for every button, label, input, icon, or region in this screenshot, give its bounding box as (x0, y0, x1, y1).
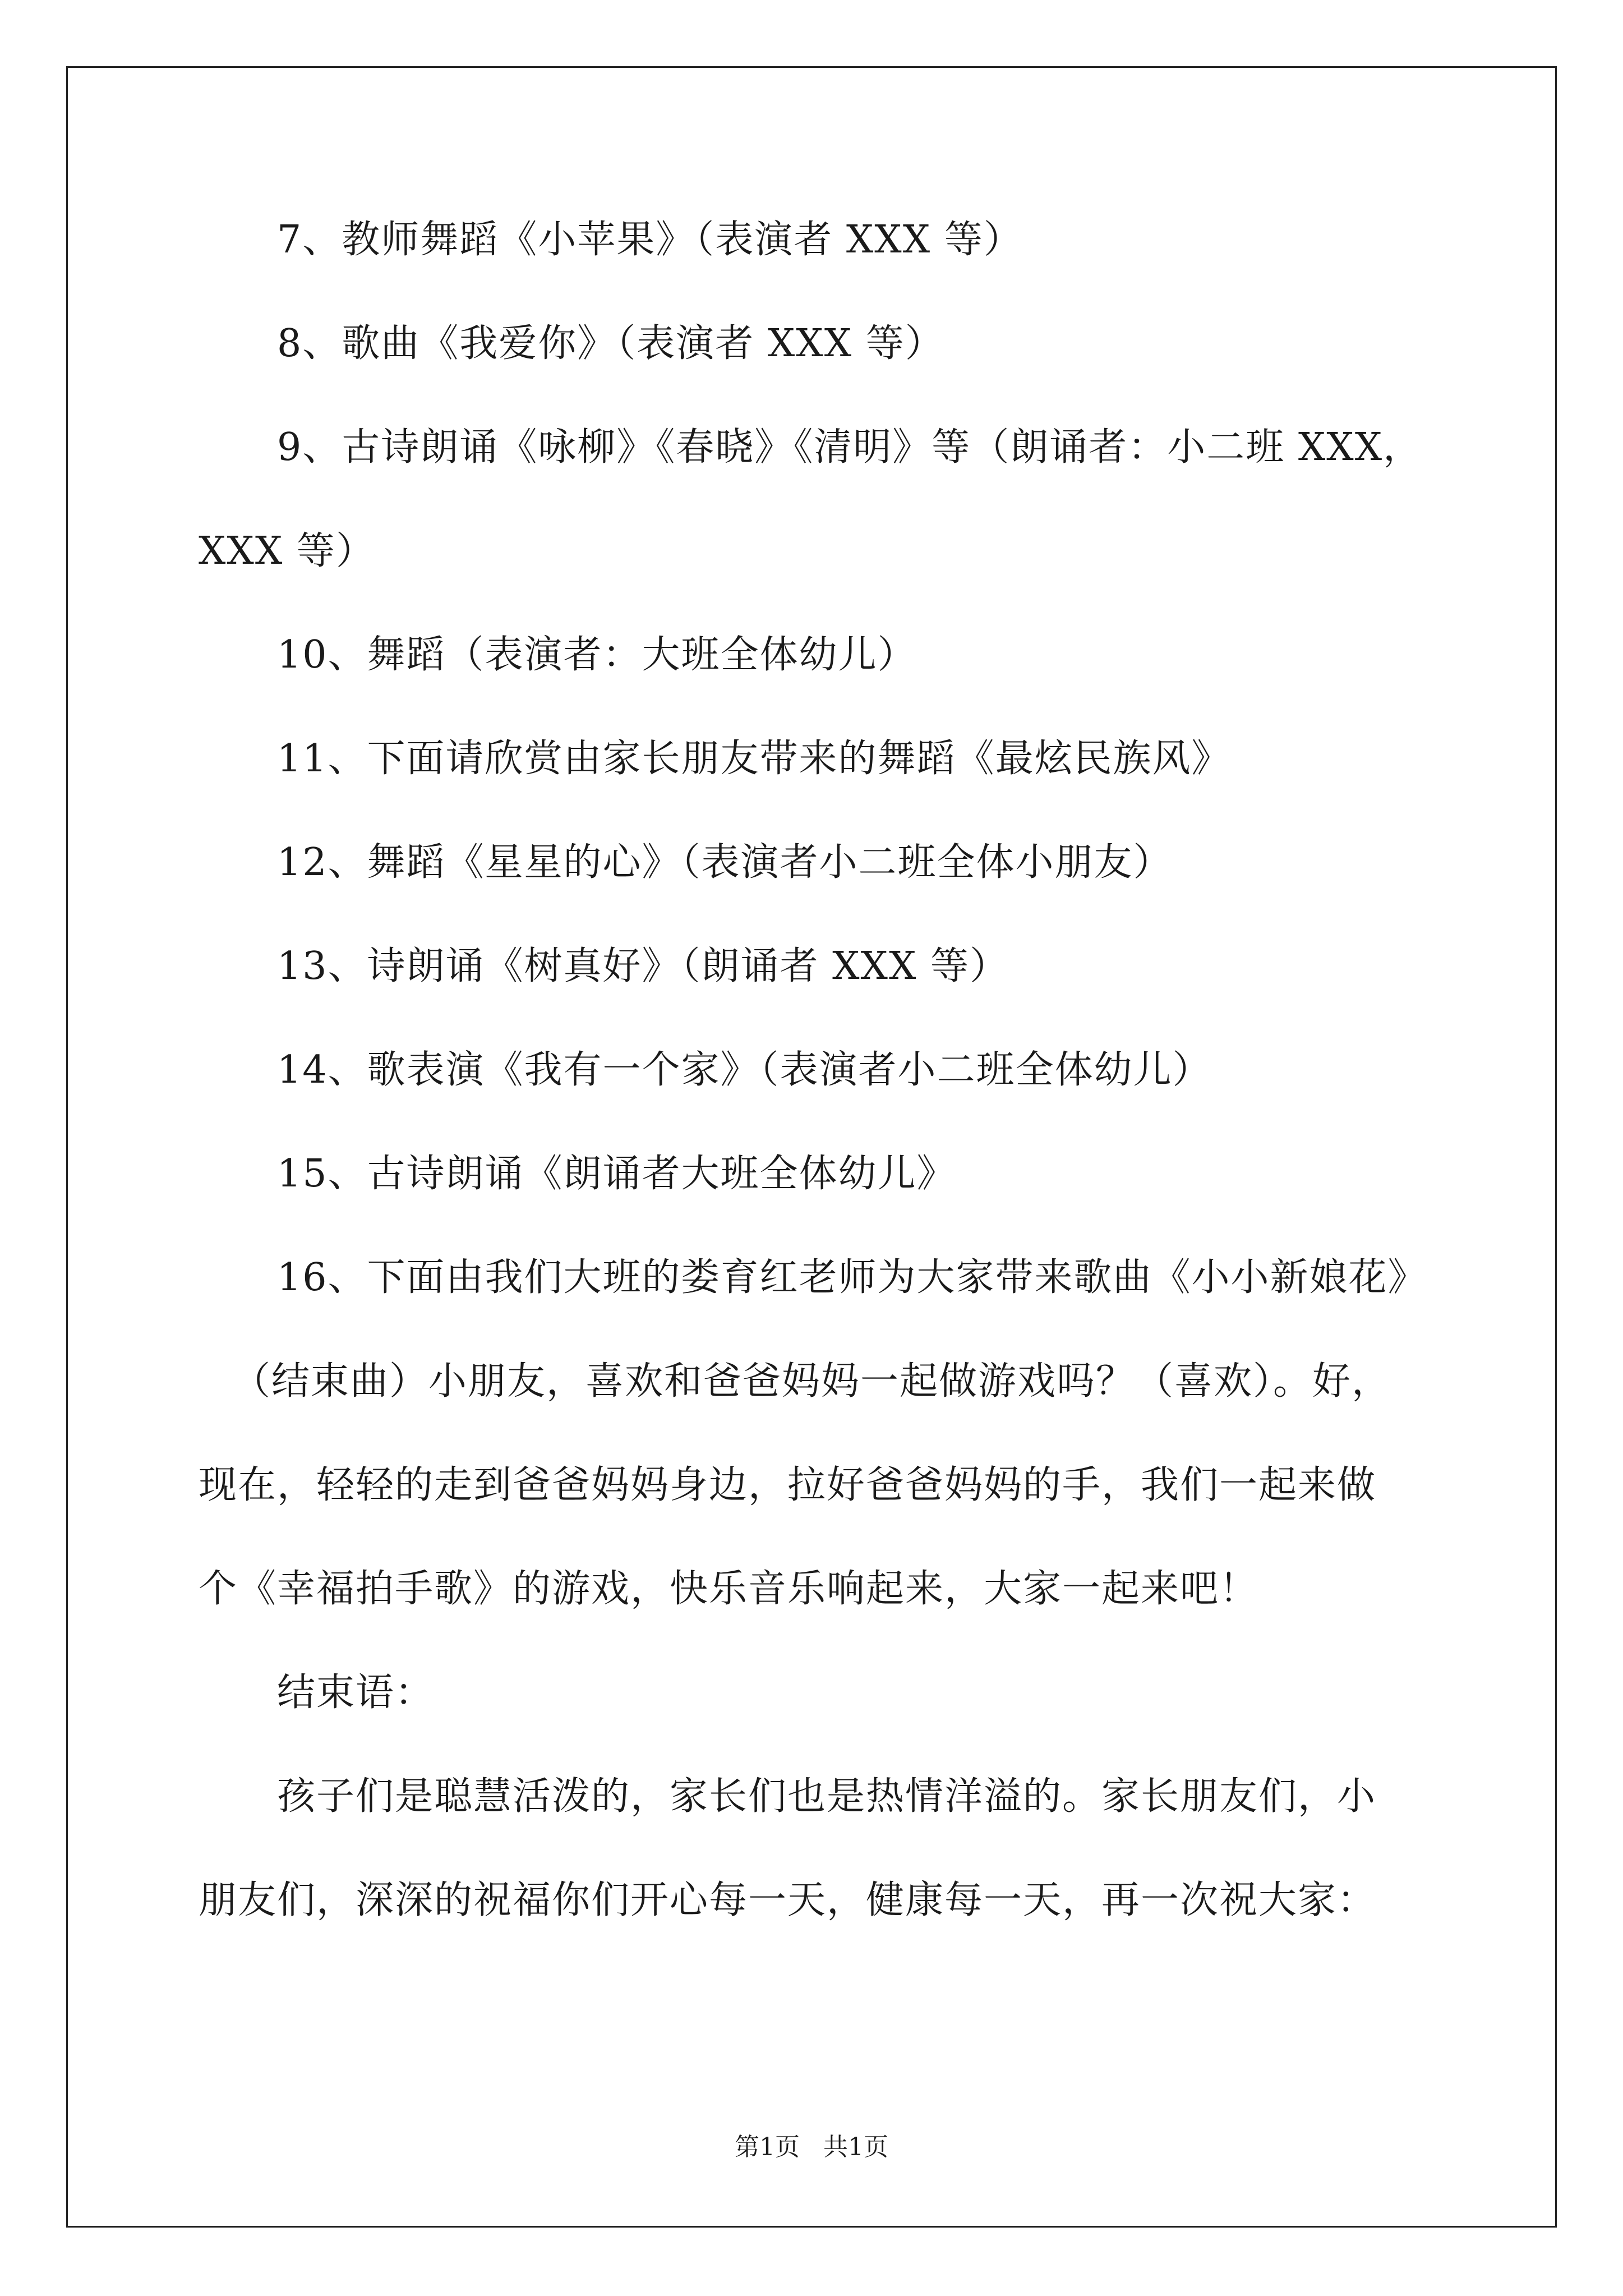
paragraph-line: 15、古诗朗诵《朗诵者大班全体幼儿》 (277, 1152, 956, 1196)
paragraph-line: 11、下面请欣赏由家长朋友带来的舞蹈《最炫民族风》 (277, 737, 1231, 781)
paragraph-line: 9、古诗朗诵《咏柳》《春晓》《清明》等（朗诵者：小二班 XXX， (277, 425, 1423, 470)
paragraph-line: 10、舞蹈（表演者：大班全体幼儿） (277, 633, 917, 677)
paragraph-line: 现在，轻轻的走到爸爸妈妈身边，拉好爸爸妈妈的手，我们一起来做 (199, 1463, 1377, 1507)
page-number-footer: 第1页 共1页 (735, 2133, 888, 2161)
paragraph-line: 朋友们，深深的祝福你们开心每一天，健康每一天，再一次祝大家： (199, 1878, 1377, 1922)
paragraph-line: 12、舞蹈《星星的心》（表演者小二班全体小朋友） (277, 840, 1173, 885)
paragraph-line: 13、诗朗诵《树真好》（朗诵者 XXX 等） (277, 944, 1009, 988)
paragraph-line: 孩子们是聪慧活泼的，家长们也是热情洋溢的。家长朋友们，小 (277, 1774, 1377, 1819)
paragraph-line: 16、下面由我们大班的娄育红老师为大家带来歌曲《小小新娘花》 (277, 1255, 1427, 1300)
paragraph-line: （结束曲）小朋友，喜欢和爸爸妈妈一起做游戏吗？（喜欢）。好， (232, 1359, 1391, 1404)
paragraph-line: 个《幸福拍手歌》的游戏，快乐音乐响起来，大家一起来吧！ (199, 1567, 1259, 1611)
paragraph-line: 7、教师舞蹈《小苹果》（表演者 XXX 等） (277, 218, 1023, 262)
paragraph-line: 14、歌表演《我有一个家》（表演者小二班全体幼儿） (277, 1048, 1212, 1092)
section-heading: 结束语： (277, 1671, 435, 1715)
paragraph-line: XXX 等） (199, 529, 375, 573)
paragraph-line: 8、歌曲《我爱你》（表演者 XXX 等） (277, 321, 944, 366)
